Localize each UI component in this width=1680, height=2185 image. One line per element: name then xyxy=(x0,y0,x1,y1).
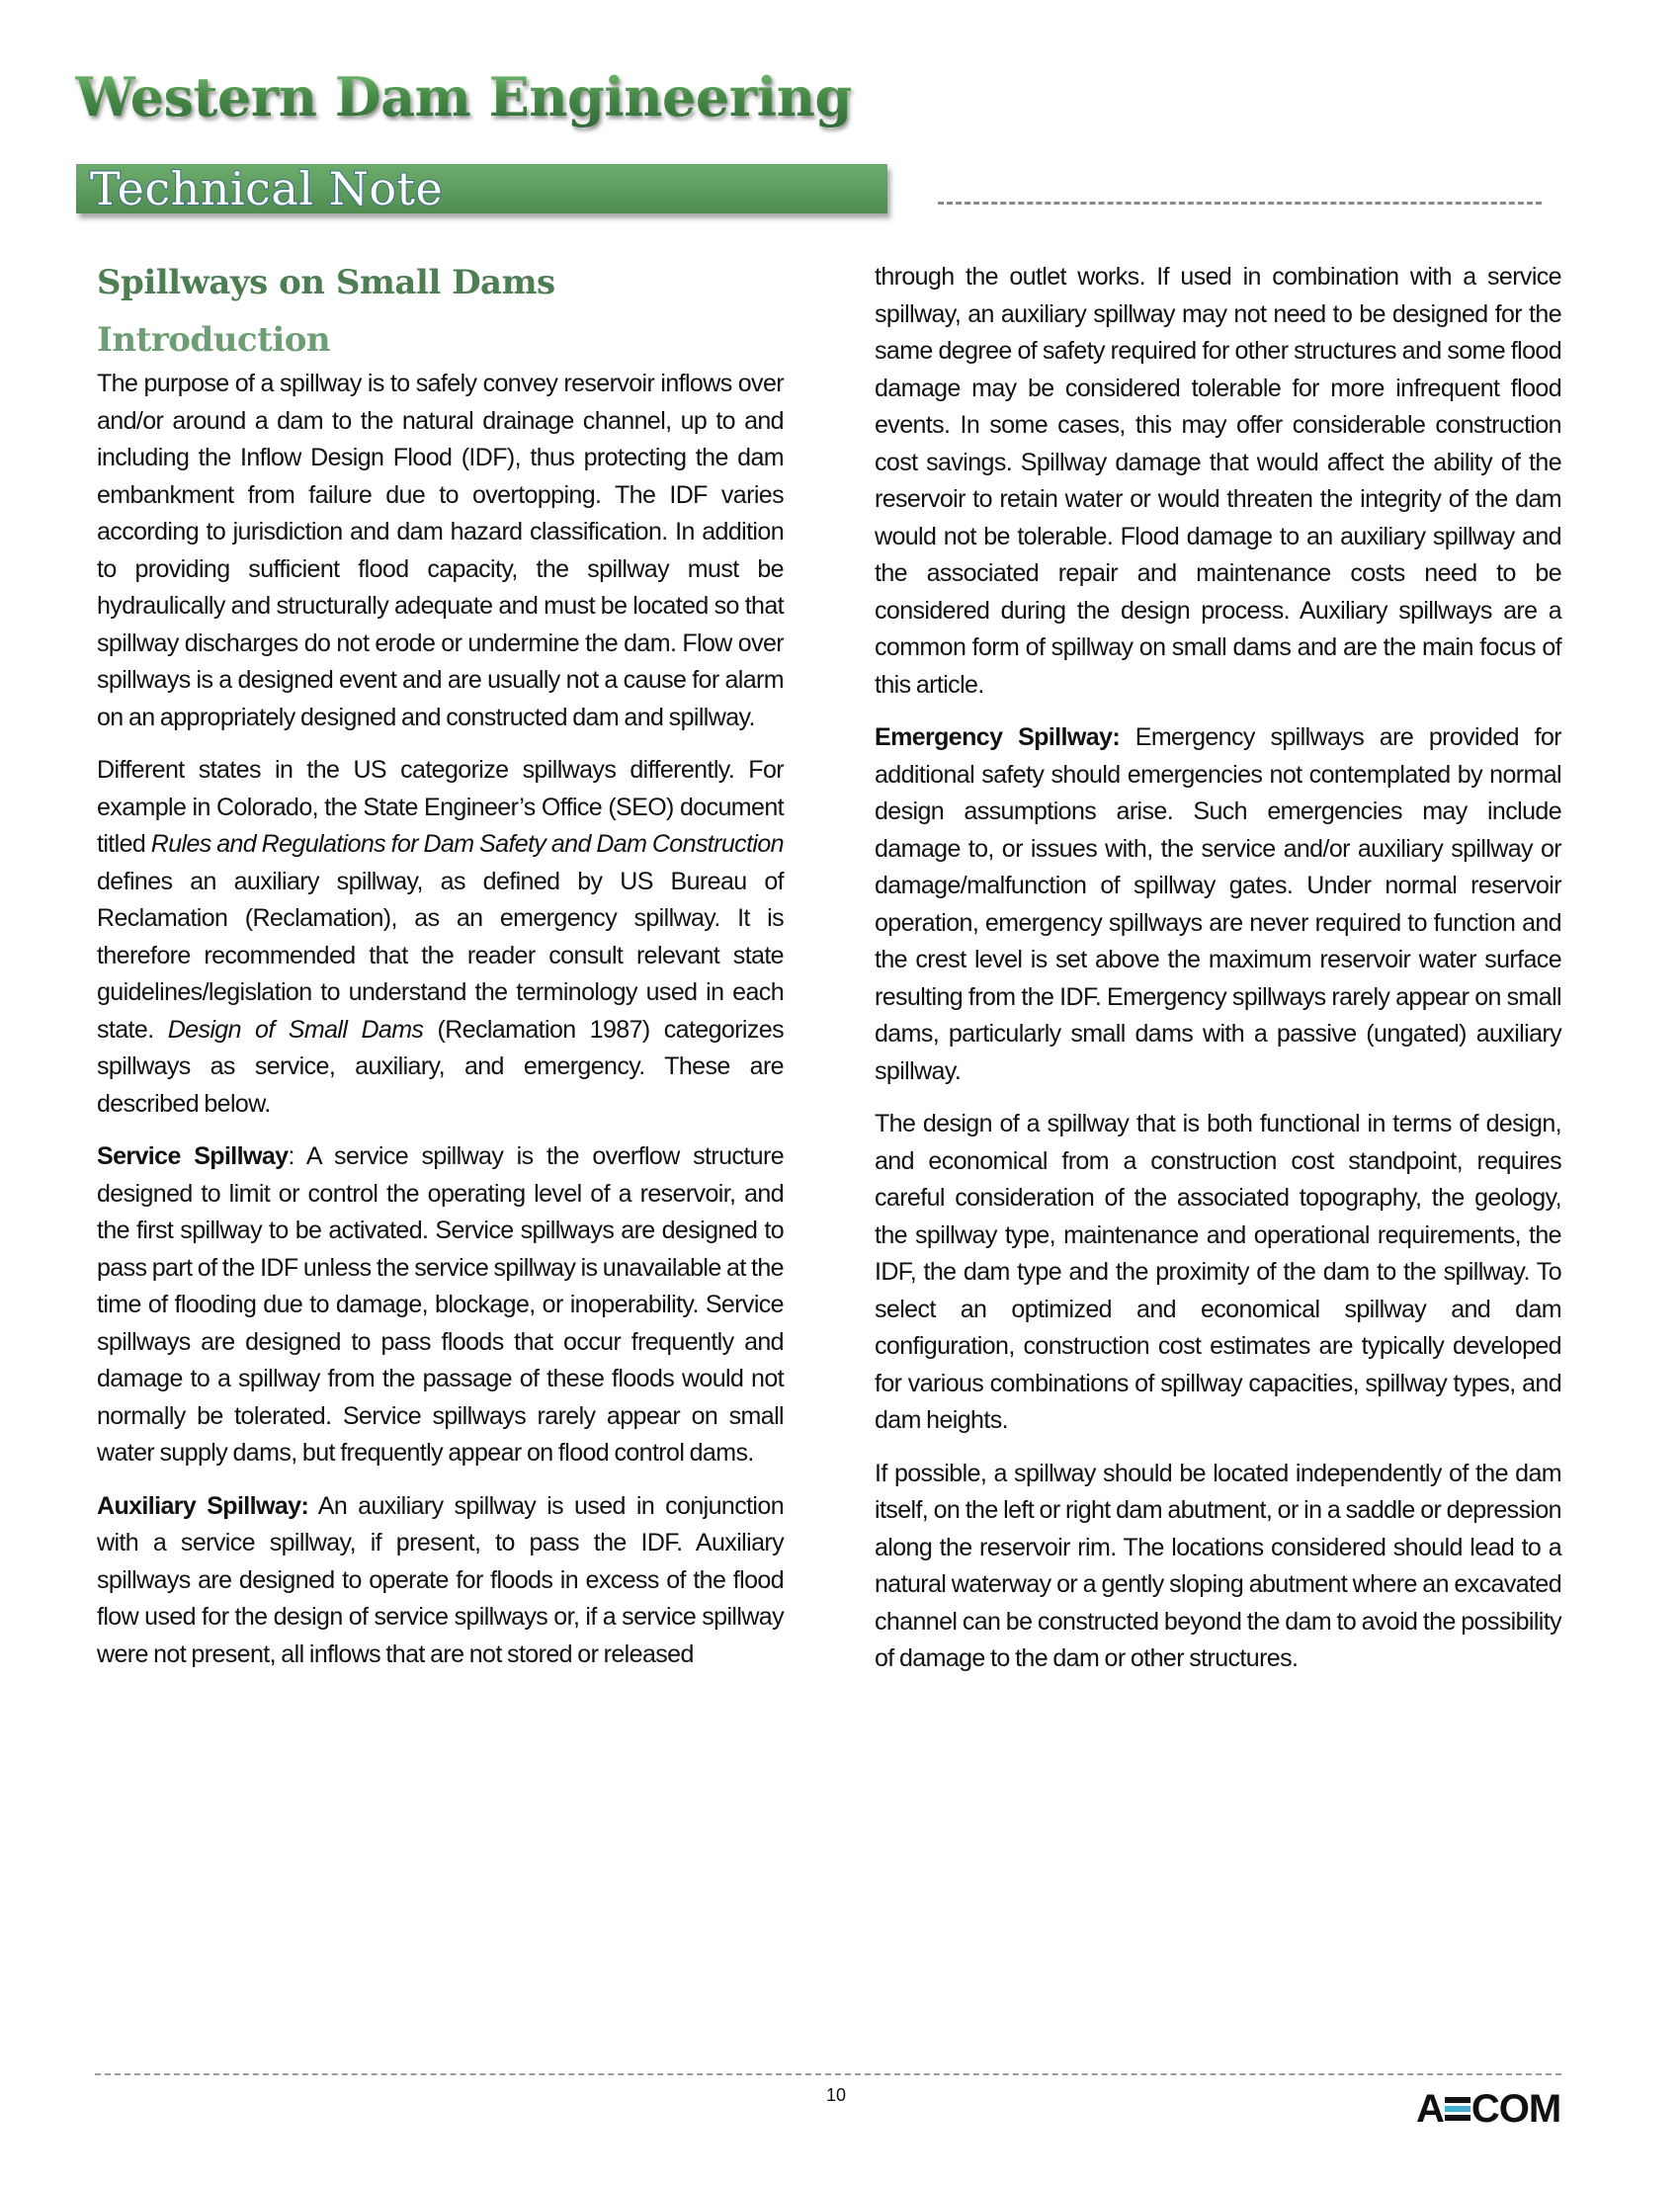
text-span: A service spillway is the overflow structure designed to limit or control the operating level of a reservoir, and the first spillway to be activated. Service spillways are designed to pass part of the IDF unless the service spillway is unavailable at the time of flooding due to damage, blockage, or inoperability. Service spillways are designed to pass floods that occur frequently and damage to a spillway from the passage of these floods would not normally be tolerated. Service spillways rarely appear on small water supply dams, but frequently appear on flood control dams. xyxy=(97,1142,784,1467)
aecom-logo xyxy=(1416,2089,1560,2129)
location-paragraph: If possible, a spillway should be located independently of the dam itself, on the left or right dam abutment, or in a saddle or depression along the reservoir rim. The locations considered should lead to a natural waterway or a gently sloping abutment where an excavated channel can be constructed beyond the dam to avoid the possibility of damage to the dam or other structures. xyxy=(875,1459,1561,1672)
intro-paragraph: The purpose of a spillway is to safely convey reservoir inflows over and/or around a dam to the natural drainage channel, up to and including the Inflow Design Flood (IDF), thus protecting the dam embankment from failure due to overtopping. The IDF varies according to jurisdiction and dam hazard classification. In addition to providing sufficient flood capacity, the spillway must be hydraulically and structurally adequate and must be located so that spillway discharges do not erode or undermine the dam. Flow over spillways is a designed event and are usually not a cause for alarm on an appropriately designed and constructed dam and spillway. xyxy=(97,370,784,731)
aecom-e-mark-icon xyxy=(1445,2094,1470,2124)
text-span: An auxiliary spillway is used in conjunction with a service spillway, if present, to pass the IDF. Auxiliary spillways are designed to operate for floods in excess of the flood flow used for the design of service spillways or, if a service spillway were not present, all inflows that are not stored or released xyxy=(97,1491,784,1668)
logo-text-com: COM xyxy=(1470,2087,1561,2131)
publication-title: Western Dam Engineering xyxy=(75,65,852,128)
service-spillway-label: Service Spillway xyxy=(97,1142,289,1170)
auxiliary-spillway-paragraph xyxy=(97,1488,784,1674)
technical-note-banner xyxy=(76,164,887,213)
logo-text-a: A xyxy=(1416,2087,1444,2131)
document-title-design-small-dams: Design of Small Dams xyxy=(167,1015,424,1044)
footer-divider xyxy=(95,2073,1561,2075)
right-column xyxy=(875,259,1561,1694)
document-title-rules: Rules and Regulations for Dam Safety and Dam Construction xyxy=(150,830,784,858)
header-divider xyxy=(938,202,1542,205)
left-column xyxy=(97,259,784,1673)
emergency-spillway-paragraph xyxy=(875,719,1561,1090)
auxiliary-spillway-label: Auxiliary Spillway: xyxy=(97,1491,309,1520)
text-span: Emergency spillways are provided for additional safety should emergencies not contemplated by normal design assumptions arise. Such emergencies may include damage to, or issues with, the service and/or auxiliary spillway or damage/malfunction of spillway gates. Under normal reservoir operation, emergency spillways are never required to function and the crest level is set above the maximum reservoir water surface resulting from the IDF. Emergency spillways rarely appear on small dams, particularly small dams with a passive (ungated) auxiliary spillway. xyxy=(875,723,1561,1085)
design-paragraph: The design of a spillway that is both functional in terms of design, and economical from a construction cost standpoint, requires careful consideration of the associated topography, the geology, the spillway type, maintenance and operational requirements, the IDF, the dam type and the proximity of the dam to the spillway. To select an optimized and economical spillway and dam configuration, construction cost estimates are typically developed for various combinations of spillway capacities, spillway types, and dam heights. xyxy=(875,1110,1561,1434)
terminology-paragraph xyxy=(97,752,784,1123)
text-span: Different states in the US categorize spillways differently. For example in Colorado, the State Engineer’s Office (SEO) document titled xyxy=(97,756,784,858)
page-number: 10 xyxy=(825,2085,847,2105)
banner-label: Technical Note xyxy=(90,162,444,215)
auxiliary-continued-paragraph: through the outlet works. If used in combination with a service spillway, an auxiliary spillway may not need to be designed for the same degree of safety required for other structures and some flood damage may be considered tolerable for more infrequent flood events. In some cases, this may offer considerable construction cost savings. Spillway damage that would affect the ability of the reservoir to retain water or would threaten the integrity of the dam would not be tolerable. Flood damage to an auxiliary spillway and the associated repair and maintenance costs need to be considered during the design process. Auxiliary spillways are a common form of spillway on small dams and are the main focus of this article. xyxy=(875,263,1561,699)
text-span: (Reclamation 1987) categorizes spillways as service, auxiliary, and emergency. These are described below. xyxy=(97,1015,784,1118)
section-heading-introduction: Introduction xyxy=(97,320,331,360)
text-span: : xyxy=(288,1142,294,1170)
service-spillway-paragraph xyxy=(97,1138,784,1472)
article-title: Spillways on Small Dams xyxy=(97,263,555,302)
emergency-spillway-label: Emergency Spillway: xyxy=(875,723,1121,751)
text-span: defines an auxiliary spillway, as defined by US Bureau of Reclamation (Reclamation), as an emergency spillway. It is therefore recommended that the reader consult relevant state guidelines/legislation to understand the terminology used in each state. xyxy=(97,867,784,1044)
